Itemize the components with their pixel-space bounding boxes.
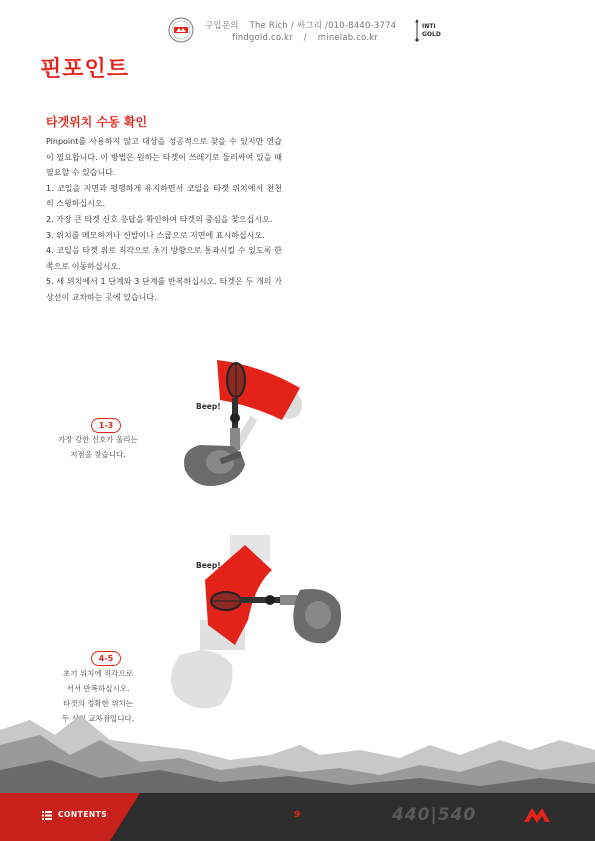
intro-paragraph: Pinpoint를 사용하지 않고 대상을 성공적으로 찾을 수 있지만 연습이 필요합니다. 이 방법은 원하는 타겟이 쓰레기로 둘러싸여 있을 때 필요할 수 있습니다. <box>46 137 282 178</box>
contents-link[interactable]: CONTENTS <box>58 810 108 819</box>
beep-label-2: Beep! <box>196 561 221 570</box>
caption-line: 가장 강한 신호가 울리는 <box>58 435 138 444</box>
caption-line: 지점을 찾습니다. <box>70 450 126 459</box>
caption-line: 두 선의 교차점입니다. <box>61 714 135 723</box>
seal-logo-icon <box>168 17 194 43</box>
header-separator: / <box>303 33 307 43</box>
caption-line: 초기 위치에 직각으로 <box>63 669 133 678</box>
figure-repeat-at-right-angle <box>160 525 350 725</box>
header-link-findgold[interactable]: findgold.co.kr <box>232 33 293 43</box>
header-website-line <box>232 33 386 43</box>
caption-line: 서서 반복하십시오. <box>66 684 130 693</box>
step-1: 1. 코일을 지면과 평행하게 유지하면서 코일을 타겟 위치에서 천천히 스윙하십시오. <box>46 183 282 209</box>
gold-logo-text: GOLD <box>422 31 441 38</box>
figure-find-strongest-signal <box>160 350 350 500</box>
instruction-text <box>46 134 282 306</box>
header-link-minelab[interactable]: minelab.co.kr <box>317 33 379 43</box>
page-number: 9 <box>294 810 301 820</box>
header-purchase-label: 구입문의 <box>205 21 239 31</box>
header-contact-text: The Rich / 싸그리 /010-8440-3774 <box>249 21 397 31</box>
step-badge-4-5: 4-5 <box>91 651 121 666</box>
page-title: 핀포인트 <box>40 57 130 82</box>
beep-label-1: Beep! <box>196 402 221 411</box>
header-contact-line <box>205 19 404 31</box>
step-3: 3. 위치를 메모하거나 신발이나 스쿱으로 지면에 표시하십시오. <box>46 230 265 240</box>
step-2: 2. 가장 큰 타겟 신호 응답을 확인하여 타겟의 중심을 찾으십시오. <box>46 214 273 224</box>
step-5: 5. 새 위치에서 1 단계와 3 단계를 반복하십시오. 타겟은 두 개의 가상선이 교차하는 곳에 있습니다. <box>46 277 282 302</box>
model-name: 440|540 <box>392 805 477 825</box>
mountain-background <box>0 700 595 795</box>
inti-logo-text: INTI <box>422 23 436 30</box>
section-title: 타겟위치 수동 확인 <box>46 115 148 129</box>
caption-line: 타겟의 정확한 위치는 <box>63 699 133 708</box>
figure1-caption <box>40 432 156 462</box>
step-badge-1-3: 1-3 <box>91 418 121 433</box>
step-4: 4. 코일을 타겟 위로 직각으로 초기 방향으로 통과시킬 수 있도록 한쪽으로 이동하십시오. <box>46 246 282 271</box>
inti-gold-logo-icon <box>413 19 443 43</box>
menu-list-icon[interactable] <box>42 810 52 820</box>
minelab-logo-icon <box>522 806 552 824</box>
